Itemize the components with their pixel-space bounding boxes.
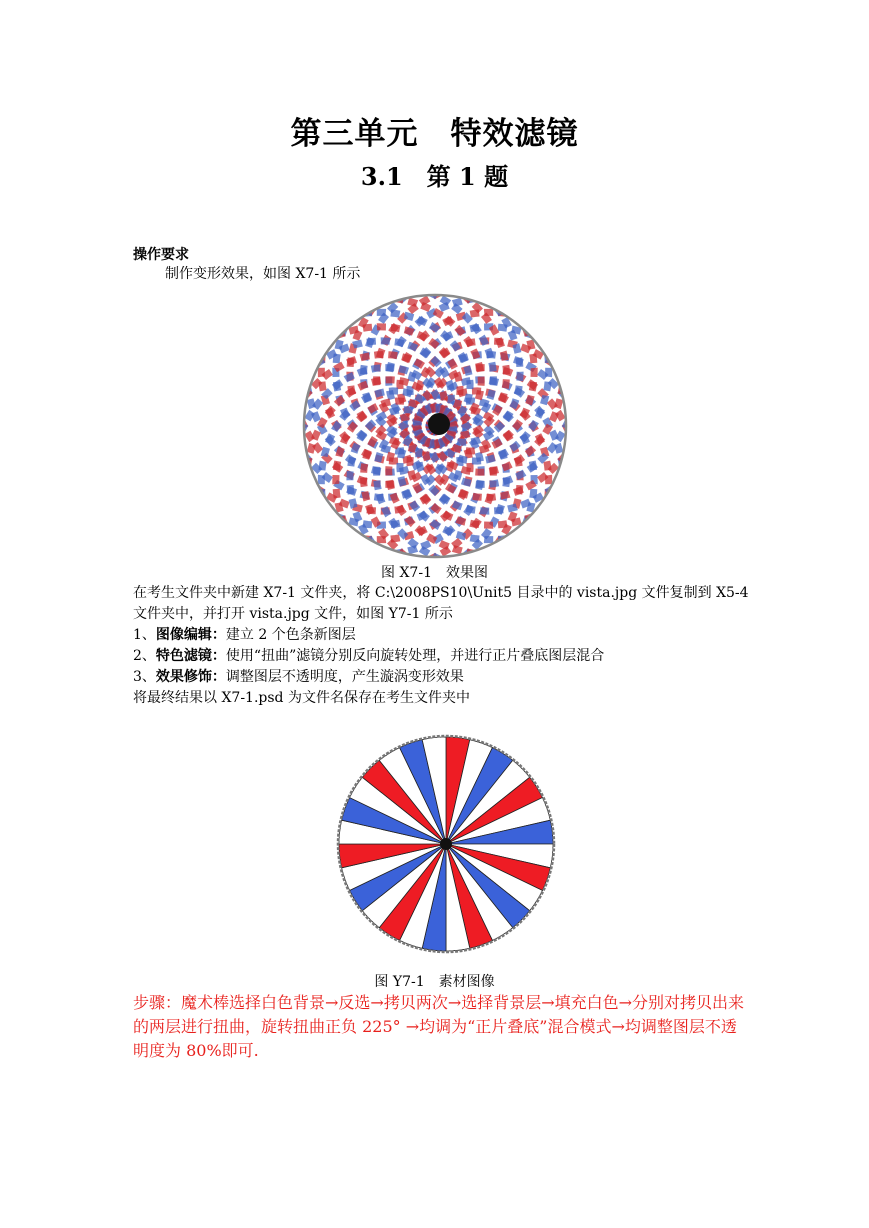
page-title: 第三单元 特效滤镜 xyxy=(290,116,579,152)
requirements-heading: 操作要求 xyxy=(133,247,189,263)
figure1-caption: 图 X7-1 效果图 xyxy=(381,565,488,581)
steps-text: 步骤：魔术棒选择白色背景→反选→拷贝两次→选择背景层→填充白色→分别对拷贝出来的两层进行扭曲，旋转扭曲正负 225° →均调为“正片叠底”混合模式→均调整图层不透明度为 80%即可. xyxy=(133,993,745,1060)
swirl-center xyxy=(428,413,450,435)
item-number: 2、 xyxy=(133,648,156,664)
instruction-line: 将最终结果以 X7-1.psd 为文件名保存在考生文件夹中 xyxy=(133,690,470,706)
source-image xyxy=(335,733,557,955)
item-number: 1、 xyxy=(133,627,156,643)
item-number: 3、 xyxy=(133,669,156,685)
swirl-effect-image xyxy=(301,292,569,560)
item-label: 特色滤镜： xyxy=(155,648,226,664)
figure2-caption: 图 Y7-1 素材图像 xyxy=(374,974,495,990)
instruction-line: 在考生文件夹中新建 X7-1 文件夹，将 C:\2008PS10\Unit5 目录中的 vista.jpg 文件复制到 X5-4 xyxy=(133,585,749,601)
item-text: 调整图层不透明度，产生漩涡变形效果 xyxy=(225,669,464,685)
instruction-item-2 xyxy=(133,646,749,667)
item-label: 效果修饰： xyxy=(155,669,226,685)
instruction-item-3 xyxy=(133,667,749,688)
item-text: 使用“扭曲”滤镜分别反向旋转处理，并进行正片叠底图层混合 xyxy=(225,648,605,664)
instructions-body xyxy=(133,583,749,709)
item-text: 建立 2 个色条新图层 xyxy=(225,627,356,643)
section-title: 3.1 第 1 题 xyxy=(360,162,509,191)
instruction-item-1 xyxy=(133,625,749,646)
instruction-line: 文件夹中，并打开 vista.jpg 文件，如图 Y7-1 所示 xyxy=(133,606,453,622)
requirements-description: 制作变形效果，如图 X7-1 所示 xyxy=(165,266,361,282)
item-label: 图像编辑： xyxy=(155,627,226,643)
